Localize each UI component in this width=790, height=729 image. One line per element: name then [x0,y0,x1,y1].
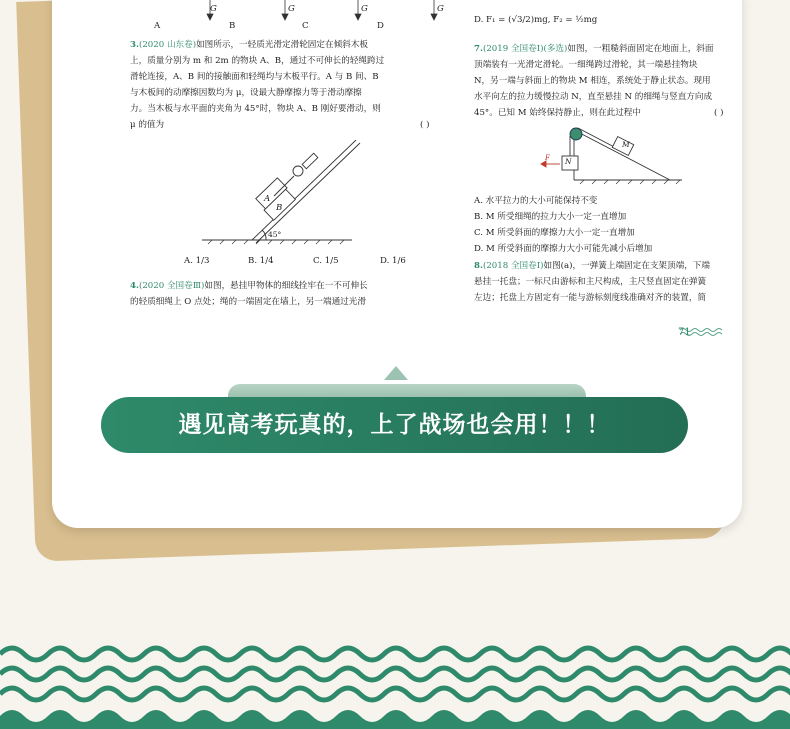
question-7-line-1: 7.(2019 全国卷Ⅰ)(多选)如图，一粗糙斜面固定在地面上，斜面 [474,44,714,54]
page-footer-pattern [620,327,724,337]
q7-option-b: B. M 所受细绳的拉力大小一定一直增加 [474,212,627,222]
figure-label-b: B [229,21,236,31]
question-number: 8. [474,261,483,271]
force-g-label-4: G [437,4,444,14]
q7-option-d: D. M 所受斜面的摩擦力大小可能先减小后增加 [474,244,653,254]
force-g-label-1: G [210,4,217,14]
banner-pointer [384,366,408,380]
question-4-line-1: 4.(2020 全国卷Ⅲ)如图，悬挂甲物体的细线拴牢在一不可伸长 [130,281,368,291]
question-3 [130,37,460,133]
question-number: 3. [130,40,139,50]
figure-label-a: A [154,21,161,31]
question-7 [474,41,742,121]
block-m-label: M [622,140,630,149]
force-g-label-3: G [361,4,368,14]
question-3-line-3: 滑轮连接，A、B 间的接触面和轻绳均与木板平行。A 与 B 间、B [130,72,379,82]
q2-option-d: D. F₁ = (√3/2)mg, F₂ = ½mg [474,15,598,25]
question-source: (2020 山东卷) [138,40,197,50]
question-7-line-2: 顶端装有一光滑定滑轮。一细绳跨过滑轮，其一端悬挂物块 [474,60,698,70]
q3-option-a: A. 1/3 [184,256,210,266]
question-3-line-2: 上，质量分别为 m 和 2m 的物块 A、B，通过不可伸长的轻绳跨过 [130,56,385,66]
page-number: 71 [678,327,691,338]
question-7-line-5: 45°。已知 M 始终保持静止，则在此过程中 ( ) [474,105,742,121]
question-8-line-1: 8.(2018 全国卷Ⅰ)如图(a)，一弹簧上端固定在支架顶端，下端 [474,261,710,271]
angle-label: 45° [268,230,282,239]
question-source: (2020 全国卷Ⅲ) [138,281,205,291]
question-number: 4. [130,281,139,291]
question-8-line-2: 悬挂一托盘；一标尺由游标和主尺构成，主尺竖直固定在弹簧 [474,277,707,287]
question-source: (2019 全国卷Ⅰ)(多选) [482,44,568,54]
question-3-line-6: μ 的值为 ( ) [130,117,460,133]
question-7-line-4: 水平向左的拉力缓慢拉动 N，直至悬挂 N 的细绳与竖直方向成 [474,92,713,102]
force-g-label-2: G [288,4,295,14]
question-7-line-3: N，另一端与斜面上的物块 M 相连，系统处于静止状态。现用 [474,76,711,86]
question-3-line-5: 力。当木板与水平面的夹角为 45°时，物块 A、B 刚好要滑动，则 [130,104,381,114]
figure-label-c: C [302,21,309,31]
question-4-line-2: 的轻质细绳上 O 点处；绳的一端固定在墙上，另一端通过光滑 [130,297,366,307]
answer-blank: ( ) [420,120,430,130]
q3-option-c: C. 1/5 [313,256,339,266]
block-a-label: A [264,194,271,204]
force-f-label: F [545,154,550,162]
incline-pulley-figure [192,140,372,250]
question-3-line-1: 3.(2020 山东卷)如图所示，一轻质光滑定滑轮固定在倾斜木板 [130,40,368,50]
answer-blank: ( ) [714,108,724,118]
q3-option-b: B. 1/4 [248,256,274,266]
q7-option-c: C. M 所受斜面的摩擦力大小一定一直增加 [474,228,635,238]
slogan-banner: 遇见高考玩真的，上了战场也会用！！！ [101,397,688,453]
question-3-line-4: 与木板间的动摩擦因数均为 μ，设最大静摩擦力等于滑动摩擦 [130,88,362,98]
force-diagrams-figure [142,0,462,40]
q7-option-a: A. 水平拉力的大小可能保持不变 [474,196,598,206]
question-4 [130,278,460,310]
q3-option-d: D. 1/6 [380,256,406,266]
question-source: (2018 全国卷Ⅰ) [482,261,544,271]
block-b-label: B [276,203,283,213]
block-n-label: N [565,157,572,166]
question-7-options [474,193,742,257]
wave-pattern-decoration [0,640,790,729]
slope-pulley-figure [540,124,690,188]
question-8 [474,258,742,306]
question-8-line-3: 左边；托盘上方固定有一能与游标刻度线准确对齐的装置，简 [474,293,707,303]
figure-label-d: D [377,21,384,31]
question-number: 7. [474,44,483,54]
